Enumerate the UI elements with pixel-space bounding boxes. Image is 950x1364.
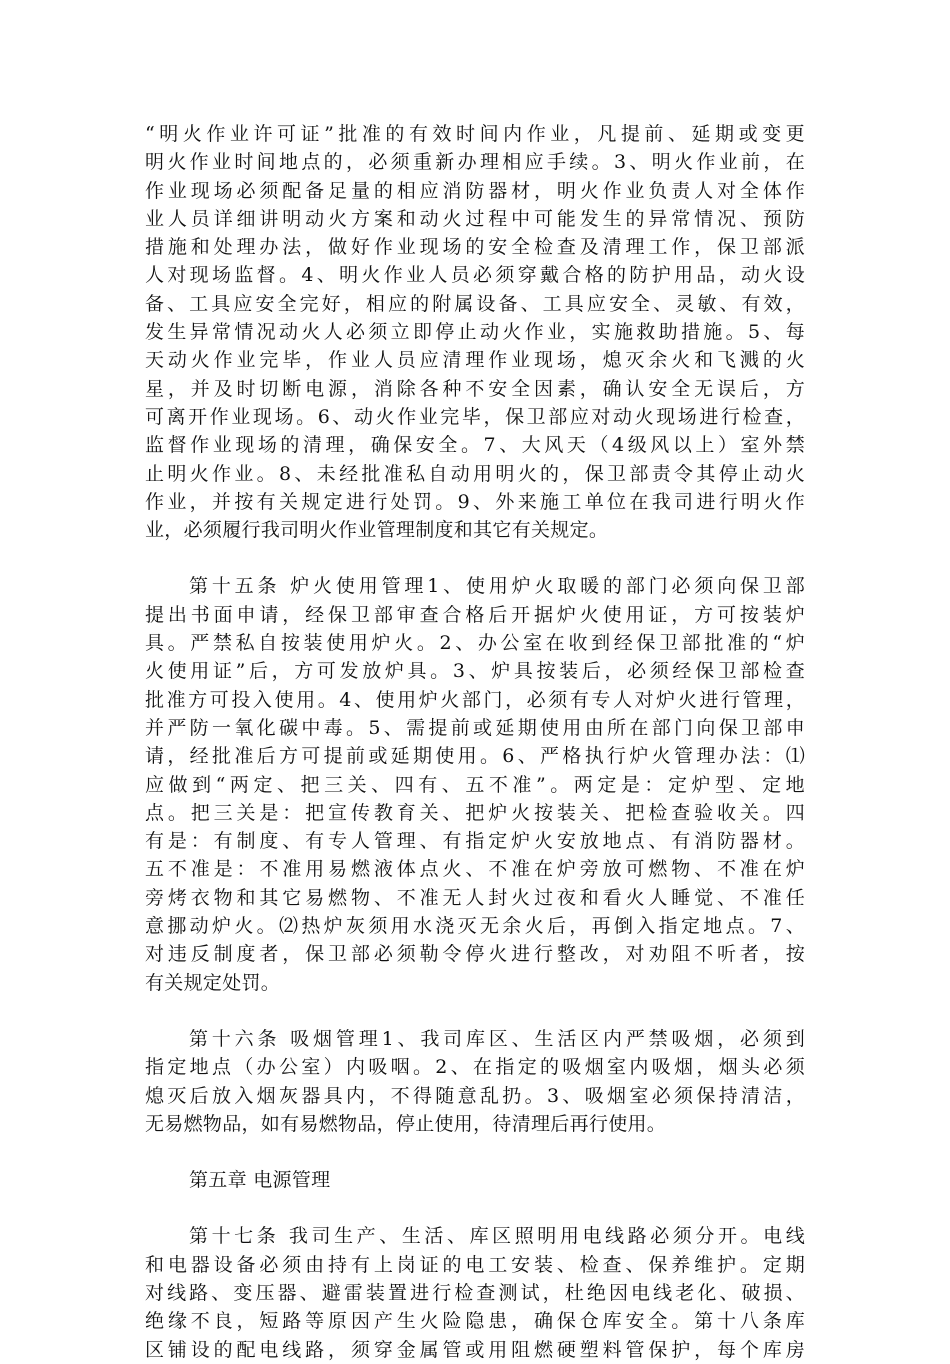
text-line: 第十五条 炉火使用管理1、使用炉火取暖的部门必须向保卫部 bbox=[189, 575, 805, 598]
text-line: 星，并及时切断电源，消除各种不安全因素，确认安全无误后，方 bbox=[145, 377, 805, 400]
text-line: 和电器设备必须由持有上岗证的电工安装、检查、保养维护。定期 bbox=[145, 1253, 805, 1276]
text-line: 点。把三关是：把宣传教育关、把炉火按装关、把检查验收关。四 bbox=[145, 801, 805, 824]
text-line: 区铺设的配电线路，须穿金属管或用阻燃硬塑料管保护，每个库房 bbox=[145, 1338, 805, 1361]
text-line: 明火作业时间地点的，必须重新办理相应手续。3、明火作业前，在 bbox=[145, 151, 805, 174]
paragraph-article-15 bbox=[145, 572, 805, 996]
text-line: 有是：有制度、有专人管理、有指定炉火安放地点、有消防器材。 bbox=[145, 830, 805, 853]
text-line: 止明火作业。8、未经批准私自动用明火的，保卫部责令其停止动火 bbox=[145, 462, 805, 485]
text-line: 天动火作业完毕，作业人员应清理作业现场，熄灭余火和飞溅的火 bbox=[145, 349, 805, 372]
text-line: 发生异常情况动火人必须立即停止动火作业，实施救助措施。5、每 bbox=[145, 321, 805, 344]
text-line: 应做到“两定、把三关、四有、五不准”。两定是：定炉型、定地 bbox=[145, 773, 805, 796]
paragraph-spacer bbox=[145, 1138, 805, 1166]
text-line: 作业，并按有关规定进行处罚。9、外来施工单位在我司进行明火作 bbox=[145, 490, 805, 513]
chapter-title: 第五章 电源管理 bbox=[189, 1169, 331, 1192]
text-line: 业人员详细讲明动火方案和动火过程中可能发生的异常情况、预防 bbox=[145, 207, 805, 230]
text-line: 可离开作业现场。6、动火作业完毕，保卫部应对动火现场进行检查， bbox=[145, 405, 805, 428]
text-line: 业，必须履行我司明火作业管理制度和其它有关规定。 bbox=[145, 519, 609, 542]
document-body bbox=[145, 120, 805, 1364]
text-line: 人对现场监督。4、明火作业人员必须穿戴合格的防护用品，动火设 bbox=[145, 264, 805, 287]
text-line: 具。严禁私自按装使用炉火。2、办公室在收到经保卫部批准的“炉 bbox=[145, 632, 805, 655]
text-line: 熄灭后放入烟灰器具内，不得随意乱扔。3、吸烟室必须保持清洁， bbox=[145, 1084, 805, 1107]
text-line: 无易燃物品，如有易燃物品，停止使用，待清理后再行使用。 bbox=[145, 1112, 667, 1135]
text-line: 意挪动炉火。⑵热炉灰须用水浇灭无余火后，再倒入指定地点。7、 bbox=[145, 915, 805, 938]
paragraph-spacer bbox=[145, 997, 805, 1025]
text-line: 绝缘不良，短路等原因产生火险隐患，确保仓库安全。第十八条库 bbox=[145, 1310, 805, 1333]
paragraph-spacer bbox=[145, 1194, 805, 1222]
text-line: 措施和处理办法，做好作业现场的安全检查及清理工作，保卫部派 bbox=[145, 236, 805, 259]
text-line: 批准方可投入使用。4、使用炉火部门，必须有专人对炉火进行管理， bbox=[145, 688, 805, 711]
text-line: 指定地点（办公室）内吸咽。2、在指定的吸烟室内吸烟，烟头必须 bbox=[145, 1056, 805, 1079]
text-line: 备、工具应安全完好，相应的附属设备、工具应安全、灵敏、有效， bbox=[145, 292, 805, 315]
text-line: 五不准是：不准用易燃液体点火、不准在炉旁放可燃物、不准在炉 bbox=[145, 858, 805, 881]
text-line: 并严防一氧化碳中毒。5、需提前或延期使用由所在部门向保卫部申 bbox=[145, 716, 805, 739]
text-line: 监督作业现场的清理，确保安全。7、大风天（4级风以上）室外禁 bbox=[145, 434, 805, 457]
text-line: 作业现场必须配备足量的相应消防器材，明火作业负责人对全体作 bbox=[145, 179, 805, 202]
text-line: 第十七条 我司生产、生活、库区照明用电线路必须分开。电线 bbox=[189, 1225, 805, 1248]
paragraph-fire-work-continued bbox=[145, 120, 805, 544]
paragraph-spacer bbox=[145, 544, 805, 572]
paragraph-article-16 bbox=[145, 1025, 805, 1138]
text-line: 对线路、变压器、避雷装置进行检查测试，杜绝因电线老化、破损、 bbox=[145, 1281, 805, 1304]
text-line: 旁烤衣物和其它易燃物、不准无人封火过夜和看火人睡觉、不准任 bbox=[145, 886, 805, 909]
paragraph-article-17 bbox=[145, 1222, 805, 1363]
text-line: 有关规定处罚。 bbox=[145, 971, 281, 994]
text-line: 提出书面申请，经保卫部审查合格后开据炉火使用证，方可按装炉 bbox=[145, 603, 805, 626]
text-line: 火使用证”后，方可发放炉具。3、炉具按装后，必须经保卫部检查 bbox=[145, 660, 805, 683]
text-line: 第十六条 吸烟管理1、我司库区、生活区内严禁吸烟，必须到 bbox=[189, 1027, 805, 1050]
chapter-heading bbox=[145, 1166, 805, 1194]
text-line: 请，经批准后方可提前或延期使用。6、严格执行炉火管理办法：⑴ bbox=[145, 745, 805, 768]
text-line: 对违反制度者，保卫部必须勒令停火进行整改，对劝阻不听者，按 bbox=[145, 943, 805, 966]
text-line: “明火作业许可证”批准的有效时间内作业，凡提前、延期或变更 bbox=[145, 123, 805, 145]
